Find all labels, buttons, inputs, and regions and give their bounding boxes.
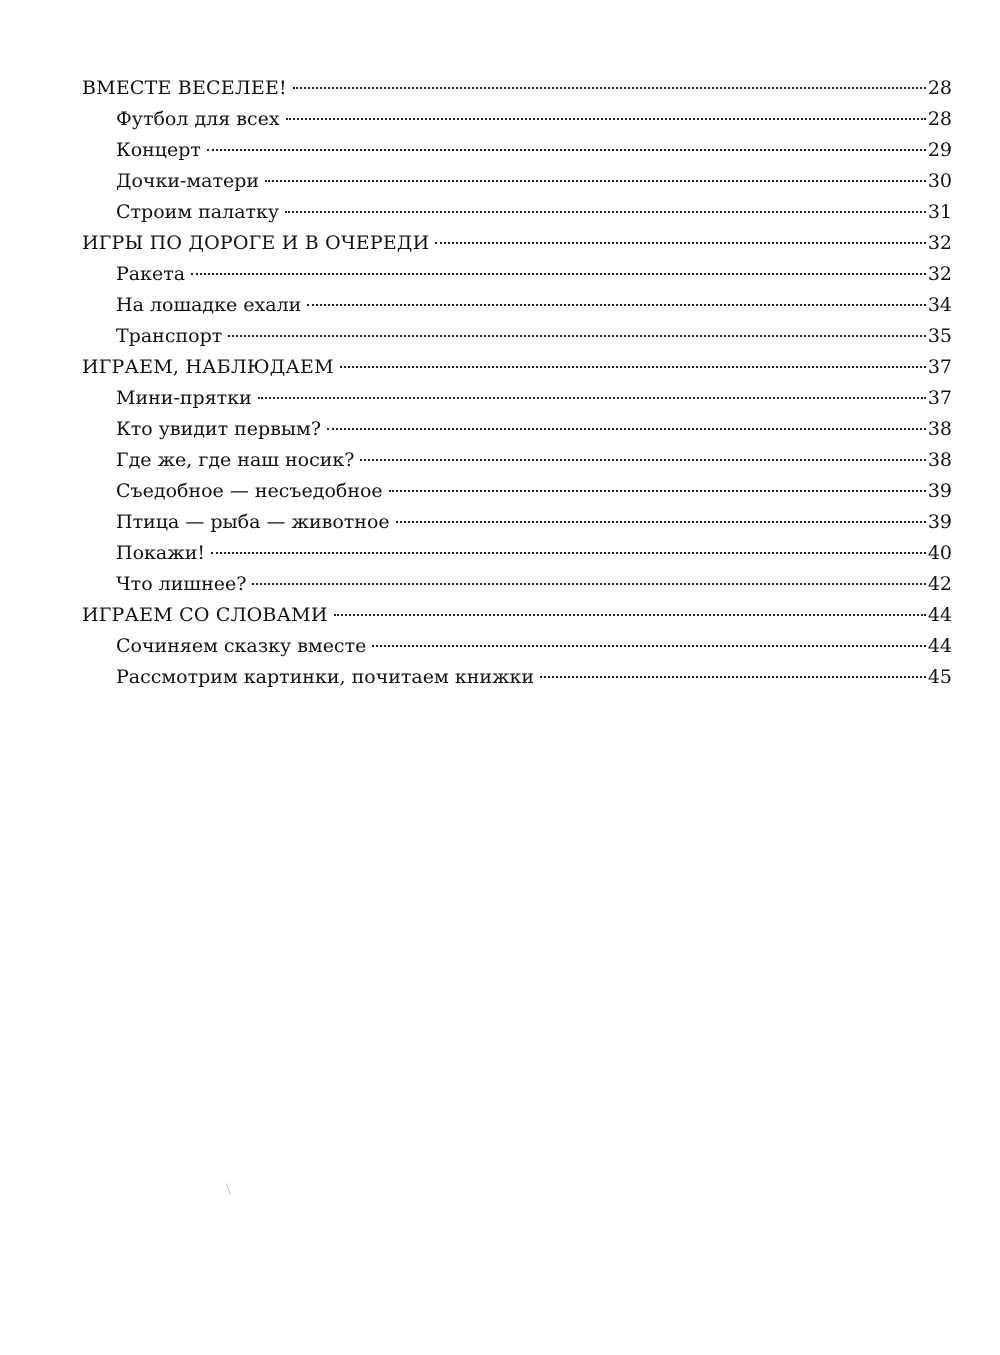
toc-entry-title: Птица — рыба — животное [116, 511, 390, 533]
dot-leader [258, 397, 926, 399]
stray-mark [226, 1183, 231, 1195]
dot-leader [327, 428, 926, 430]
dot-leader [372, 645, 925, 647]
toc-entry-page: 40 [927, 542, 952, 564]
dot-leader [228, 335, 926, 337]
toc-entry-title: Транспорт [116, 325, 223, 347]
toc-entry-page: 34 [927, 294, 952, 316]
toc-entry-title: На лошадке ехали [116, 294, 302, 316]
table-of-contents [82, 73, 952, 693]
toc-entry-page: 45 [927, 666, 952, 688]
toc-entry-page: 39 [927, 511, 952, 533]
toc-entry-title: ИГРАЕМ СО СЛОВАМИ [82, 604, 328, 626]
toc-entry-page: 29 [927, 139, 952, 161]
toc-entry-page: 32 [927, 263, 952, 285]
toc-entry [82, 383, 952, 414]
toc-entry-title: Сочиняем сказку вместе [116, 635, 367, 657]
dot-leader [334, 614, 926, 616]
toc-entry-page: 35 [927, 325, 952, 347]
toc-entry-title: Съедобное — несъедобное [116, 480, 383, 502]
toc-entry [82, 321, 952, 352]
toc-entry-title: ИГРАЕМ, НАБЛЮДАЕМ [82, 356, 334, 378]
toc-entry-title: Строим палатку [116, 201, 280, 223]
toc-entry-title: Мини-прятки [116, 387, 252, 409]
toc-entry-title: Кто увидит первым? [116, 418, 322, 440]
toc-entry-title: Футбол для всех [116, 108, 280, 130]
toc-entry [82, 290, 952, 321]
toc-entry [82, 476, 952, 507]
toc-entry-title: Что лишнее? [116, 573, 247, 595]
toc-entry [82, 414, 952, 445]
dot-leader [360, 459, 925, 461]
toc-entry-title: Ракета [116, 263, 186, 285]
toc-entry [82, 197, 952, 228]
dot-leader [252, 583, 925, 585]
toc-entry-page: 31 [927, 201, 952, 223]
dot-leader [207, 149, 926, 151]
toc-entry-title: Где же, где наш носик? [116, 449, 355, 471]
toc-entry [82, 631, 952, 662]
toc-entry-title: Дочки-матери [116, 170, 260, 192]
dot-leader [540, 676, 926, 678]
toc-entry-page: 32 [927, 232, 952, 254]
toc-entry [82, 104, 952, 135]
toc-entry [82, 228, 952, 259]
toc-entry-page: 38 [927, 418, 952, 440]
dot-leader [286, 118, 926, 120]
toc-entry-page: 39 [927, 480, 952, 502]
toc-entry-page: 28 [927, 108, 952, 130]
toc-entry-page: 44 [927, 604, 952, 626]
toc-entry [82, 445, 952, 476]
toc-entry-page: 37 [927, 387, 952, 409]
toc-entry-page: 44 [927, 635, 952, 657]
toc-entry [82, 600, 952, 631]
dot-leader [340, 366, 926, 368]
toc-entry-page: 38 [927, 449, 952, 471]
dot-leader [285, 211, 926, 213]
dot-leader [191, 273, 926, 275]
toc-entry [82, 259, 952, 290]
toc-entry [82, 507, 952, 538]
dot-leader [389, 490, 926, 492]
toc-entry [82, 73, 952, 104]
toc-entry-title: ВМЕСТЕ ВЕСЕЛЕЕ! [82, 77, 287, 99]
dot-leader [265, 180, 926, 182]
toc-entry [82, 352, 952, 383]
toc-entry-title: Рассмотрим картинки, почитаем книжки [116, 666, 535, 688]
toc-entry-page: 42 [927, 573, 952, 595]
toc-entry-page: 28 [927, 77, 952, 99]
dot-leader [396, 521, 926, 523]
toc-entry [82, 662, 952, 693]
toc-entry-title: Концерт [116, 139, 201, 161]
toc-entry-title: Покажи! [116, 542, 205, 564]
toc-entry-page: 37 [927, 356, 952, 378]
toc-entry [82, 538, 952, 569]
dot-leader [293, 87, 926, 89]
toc-entry-title: ИГРЫ ПО ДОРОГЕ И В ОЧЕРЕДИ [82, 232, 430, 254]
toc-entry [82, 166, 952, 197]
toc-entry [82, 135, 952, 166]
dot-leader [435, 242, 925, 244]
toc-entry [82, 569, 952, 600]
dot-leader [307, 304, 925, 306]
toc-entry-page: 30 [927, 170, 952, 192]
dot-leader [211, 552, 926, 554]
